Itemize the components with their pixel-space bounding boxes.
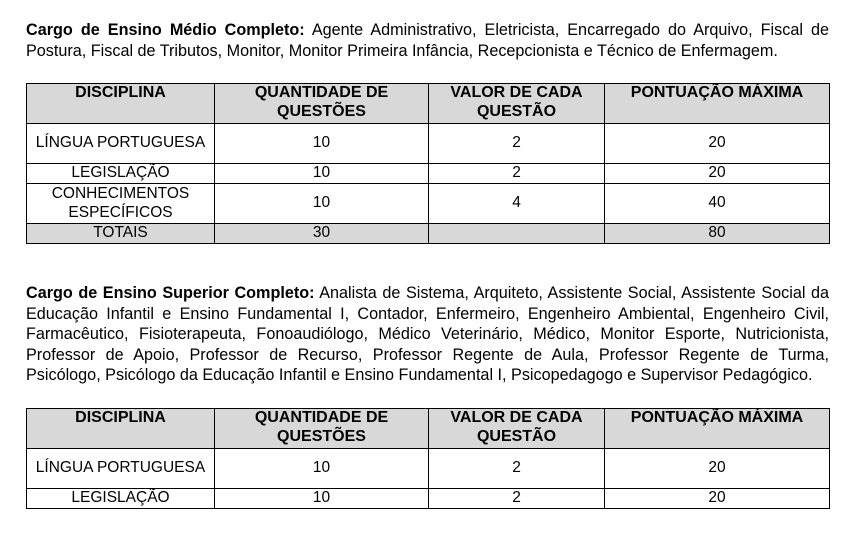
table-row <box>27 164 830 184</box>
cell-valor: 2 <box>429 164 605 184</box>
section1-description <box>26 20 829 61</box>
header-disciplina: DISCIPLINA <box>27 84 215 124</box>
cell-valor: 4 <box>429 184 605 224</box>
cell-quantidade: 10 <box>215 164 429 184</box>
table-header-row <box>27 409 830 449</box>
cell-pontuacao: 20 <box>605 164 830 184</box>
section1-text: Agente Administrativo, Eletricista, Encarregado do Arquivo, Fiscal de Postura, Fiscal de Tributos, Monitor, Monitor Primeira Infância, Recepcionista e Técnico de Enfermagem. <box>26 21 829 60</box>
header-quantidade: QUANTIDADE DE QUESTÕES <box>215 409 429 449</box>
cell-pontuacao: 20 <box>605 124 830 164</box>
table-row <box>27 184 830 224</box>
section2-description <box>26 283 829 386</box>
cell-pontuacao: 40 <box>605 184 830 224</box>
cell-quantidade: 10 <box>215 489 429 509</box>
section1-lead: Cargo de Ensino Médio Completo: <box>26 21 305 39</box>
cell-totais-valor <box>429 224 605 244</box>
cell-disciplina: CONHECIMENTOS ESPECÍFICOS <box>27 184 215 224</box>
cell-pontuacao: 20 <box>605 449 830 489</box>
table-row <box>27 489 830 509</box>
header-valor: VALOR DE CADA QUESTÃO <box>429 84 605 124</box>
cell-quantidade: 10 <box>215 124 429 164</box>
totals-row <box>27 224 830 244</box>
cell-pontuacao: 20 <box>605 489 830 509</box>
header-disciplina: DISCIPLINA <box>27 409 215 449</box>
header-pontuacao: PONTUAÇÃO MÁXIMA <box>605 409 830 449</box>
section1-table <box>26 83 830 244</box>
table-row <box>27 449 830 489</box>
cell-disciplina: LÍNGUA PORTUGUESA <box>27 449 215 489</box>
cell-quantidade: 10 <box>215 449 429 489</box>
section2-table <box>26 408 830 509</box>
cell-quantidade: 10 <box>215 184 429 224</box>
section2-text: Analista de Sistema, Arquiteto, Assistente Social, Assistente Social da Educação Infantil e Ensino Fundamental I, Contador, Enfermeiro, Engenheiro Ambiental, Engenheiro Civil, Farmacêutico, Fisioterapeuta, Fonoaudiólogo, Médico Veterinário, Médico, Monitor Esporte, Nutricionista, Professor de Apoio, Professor de Recurso, Professor Regente de Aula, Professor Regente de Turma, Psicólogo, Psicólogo da Educação Infantil e Ensino Fundamental I, Psicopedagogo e Supervisor Pedagógico. <box>26 284 829 384</box>
cell-valor: 2 <box>429 449 605 489</box>
cell-valor: 2 <box>429 489 605 509</box>
cell-totais-quantidade: 30 <box>215 224 429 244</box>
cell-totais-pontuacao: 80 <box>605 224 830 244</box>
cell-disciplina: LEGISLAÇÃO <box>27 164 215 184</box>
table-header-row <box>27 84 830 124</box>
header-quantidade: QUANTIDADE DE QUESTÕES <box>215 84 429 124</box>
section2-lead: Cargo de Ensino Superior Completo: <box>26 284 315 302</box>
header-valor: VALOR DE CADA QUESTÃO <box>429 409 605 449</box>
cell-disciplina: LEGISLAÇÃO <box>27 489 215 509</box>
cell-totais-label: TOTAIS <box>27 224 215 244</box>
header-pontuacao: PONTUAÇÃO MÁXIMA <box>605 84 830 124</box>
table-row <box>27 124 830 164</box>
cell-valor: 2 <box>429 124 605 164</box>
cell-disciplina: LÍNGUA PORTUGUESA <box>27 124 215 164</box>
